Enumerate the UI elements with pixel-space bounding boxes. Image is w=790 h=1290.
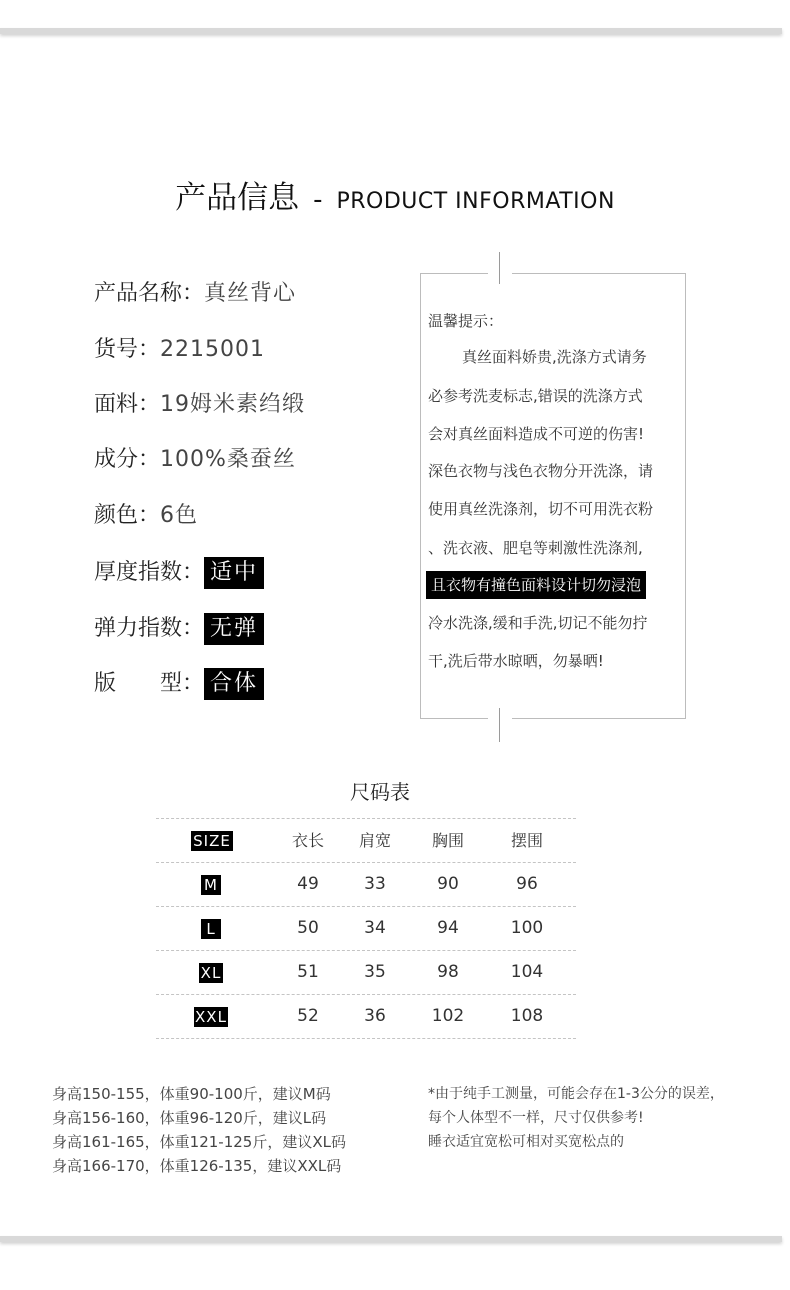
size-row-xl xyxy=(156,950,576,994)
info-row-fabric xyxy=(94,390,305,420)
care-tip-line: 干,洗后带水晾晒，勿暴晒! xyxy=(428,652,604,670)
measurement-note: *由于纯手工测量，可能会存在1-3公分的误差， xyxy=(428,1086,724,1102)
header-shoulder: 肩宽 xyxy=(358,831,391,850)
box-gap-bottom xyxy=(488,716,512,722)
info-value: 19姆米素绉缎 xyxy=(160,392,306,417)
info-label: 成分： xyxy=(94,447,161,472)
size-badge: XXL xyxy=(195,1008,227,1026)
care-tip-line: 使用真丝洗涤剂，切不可用洗衣粉 xyxy=(428,500,654,518)
care-tips-title: 温馨提示： xyxy=(428,312,504,330)
info-row-item-number xyxy=(94,335,265,365)
info-label: 面料： xyxy=(94,392,161,417)
header-length: 衣长 xyxy=(291,831,324,850)
info-label: 颜色： xyxy=(94,503,161,528)
info-label: 货号： xyxy=(94,337,161,362)
size-chart-title: 尺码表 xyxy=(350,780,410,804)
bottom-divider-bar xyxy=(0,1236,782,1242)
size-chart-table xyxy=(156,818,576,1039)
measurement-note: 睡衣适宜宽松可相对买宽松点的 xyxy=(428,1134,624,1150)
cell-bust: 102 xyxy=(431,1006,465,1026)
box-tick-bottom xyxy=(499,708,500,742)
cell-hem: 104 xyxy=(510,962,544,982)
thickness-tag: 适中 xyxy=(204,557,264,589)
care-tip-highlight: 且衣物有撞色面料设计切勿浸泡 xyxy=(426,571,646,599)
care-tip-line: 冷水洗涤,缓和手洗,切记不能勿拧 xyxy=(428,614,648,632)
box-tick-top xyxy=(499,252,500,284)
title-dash: - xyxy=(313,185,323,215)
size-row-l xyxy=(156,906,576,950)
size-table-header-row xyxy=(156,818,576,862)
care-tip-line: 、洗衣液、肥皂等刺激性洗涤剂, xyxy=(428,539,643,557)
info-label: 厚度指数： xyxy=(94,560,205,585)
cell-bust: 94 xyxy=(437,918,459,938)
title-en: PRODUCT INFORMATION xyxy=(336,189,615,214)
size-badge: M xyxy=(201,875,221,895)
cell-bust: 98 xyxy=(437,962,459,982)
header-hem: 摆围 xyxy=(510,831,543,850)
size-badge: XL xyxy=(200,964,222,982)
care-tip-line: 真丝面料娇贵,洗涤方式请务 xyxy=(462,348,647,366)
size-recommendation: 身高161-165，体重121-125斤，建议XL码 xyxy=(52,1133,346,1151)
info-row-thickness xyxy=(94,557,264,587)
info-row-name xyxy=(94,279,296,309)
care-tip-line: 会对真丝面料造成不可逆的伤害! xyxy=(428,425,645,443)
info-label: 产品名称： xyxy=(94,281,205,306)
cell-shoulder: 33 xyxy=(364,874,386,894)
page-title xyxy=(0,172,790,217)
header-bust: 胸围 xyxy=(431,831,464,850)
size-recommendation: 身高156-160，体重96-120斤，建议L码 xyxy=(52,1109,327,1127)
info-label: 版 型： xyxy=(94,671,205,696)
info-row-color xyxy=(94,501,198,531)
info-label: 弹力指数： xyxy=(94,616,205,641)
info-value: 6色 xyxy=(160,503,199,528)
elasticity-tag: 无弹 xyxy=(204,613,264,645)
cell-hem: 96 xyxy=(516,874,538,894)
care-tip-line: 深色衣物与浅色衣物分开洗涤，请 xyxy=(428,462,654,480)
cell-length: 50 xyxy=(297,918,319,938)
size-row-xxl xyxy=(156,994,576,1039)
size-recommendation: 身高166-170，体重126-135，建议XXL码 xyxy=(52,1157,342,1175)
info-row-elasticity xyxy=(94,613,264,643)
size-row-m xyxy=(156,862,576,906)
size-header-badge: SIZE xyxy=(191,831,233,851)
cell-shoulder: 35 xyxy=(364,962,386,982)
cell-shoulder: 36 xyxy=(364,1006,386,1026)
fit-tag: 合体 xyxy=(204,668,264,700)
cell-hem: 100 xyxy=(510,918,544,938)
info-value: 100%桑蚕丝 xyxy=(160,447,296,472)
cell-bust: 90 xyxy=(437,874,459,894)
info-value: 2215001 xyxy=(160,337,265,362)
box-gap-top xyxy=(488,270,512,276)
cell-hem: 108 xyxy=(510,1006,544,1026)
top-divider-bar xyxy=(0,28,782,34)
info-value: 真丝背心 xyxy=(204,281,297,306)
measurement-note: 每个人体型不一样，尺寸仅供参考! xyxy=(428,1110,644,1126)
care-tip-line: 必参考洗麦标志,错误的洗涤方式 xyxy=(428,387,643,405)
cell-shoulder: 34 xyxy=(364,918,386,938)
size-recommendation: 身高150-155，体重90-100斤，建议M码 xyxy=(52,1085,331,1103)
info-row-composition xyxy=(94,445,296,475)
size-badge: L xyxy=(201,919,221,939)
cell-length: 52 xyxy=(297,1006,319,1026)
cell-length: 49 xyxy=(297,874,319,894)
info-row-fit xyxy=(94,668,264,698)
title-cn: 产品信息 xyxy=(175,180,300,216)
cell-length: 51 xyxy=(297,962,319,982)
